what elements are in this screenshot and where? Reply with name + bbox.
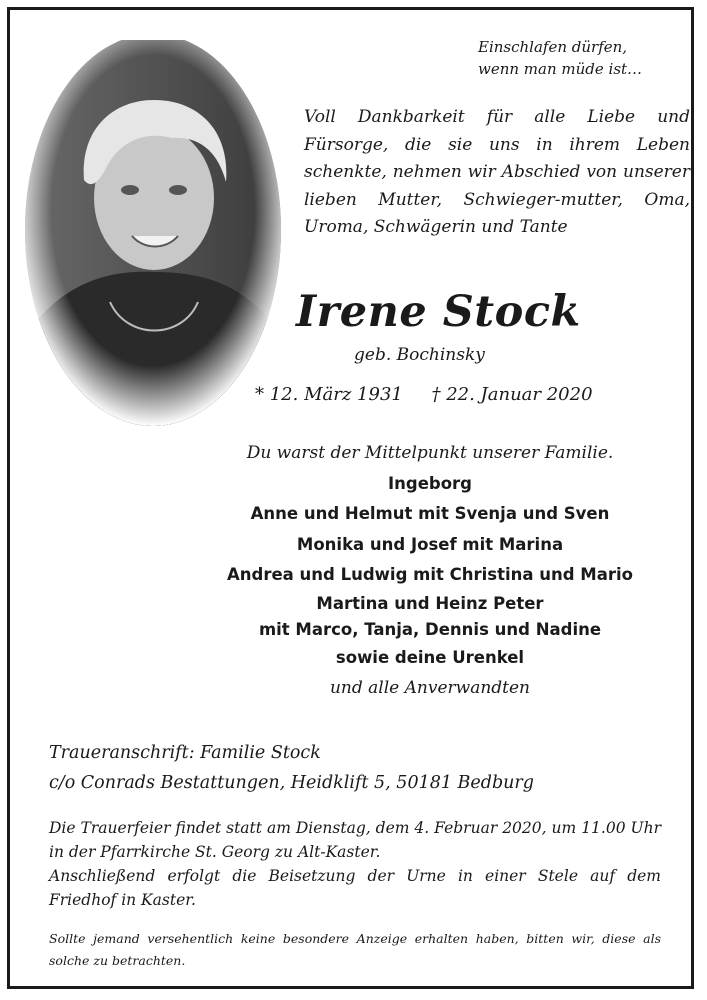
death-date: † 22. Januar 2020 — [431, 384, 593, 405]
family-member: Ingeborg — [388, 473, 472, 493]
portrait-photo — [22, 40, 284, 440]
motto-line: Einschlafen dürfen, — [478, 38, 628, 56]
family-tagline: Du warst der Mittelpunkt unserer Familie. — [246, 443, 614, 463]
address-line: c/o Conrads Bestattungen, Heidklift 5, 50181 Bedburg — [49, 773, 535, 793]
life-dates — [255, 382, 593, 408]
family-member: Anne und Helmut mit Svenja und Sven — [250, 504, 610, 523]
birth-date: * 12. März 1931 — [255, 384, 403, 405]
family-block — [160, 438, 700, 704]
deceased-name: Irene Stock — [296, 287, 581, 337]
mourning-address — [49, 738, 534, 798]
footer-note: Sollte jemand versehentlich keine besondere Anzeige erhalten haben, bitten wir, diese als solche zu betrachten. — [49, 931, 661, 968]
family-member: Andrea und Ludwig mit Christina und Mario — [227, 565, 633, 584]
family-closing: und alle Anverwandten — [329, 678, 531, 698]
maiden-name: geb. Bochinsky — [354, 345, 485, 365]
motto-line: wenn man müde ist… — [478, 60, 643, 78]
family-member: Monika und Josef mit Marina — [296, 534, 564, 554]
intro-text: Voll Dankbarkeit für alle Liebe und Fürsorge, die sie uns in ihrem Leben schenkte, nehmen wir Abschied von unserer lieben Mutter, Schwieger-mutter, Oma, Uroma, Schwägerin und Tante — [304, 107, 690, 237]
motto — [478, 36, 688, 80]
ceremony-info — [49, 816, 661, 912]
family-member: Martina und Heinz Peter — [316, 593, 544, 613]
address-line: Traueranschrift: Familie Stock — [49, 743, 321, 763]
family-member: sowie deine Urenkel — [335, 647, 525, 667]
ceremony-line: Die Trauerfeier findet statt am Dienstag, dem 4. Februar 2020, um 11.00 Uhr in der Pfarrkirche St. Georg zu Alt-Kaster. — [49, 819, 661, 861]
family-member: mit Marco, Tanja, Dennis und Nadine — [258, 619, 602, 639]
ceremony-line: Anschließend erfolgt die Beisetzung der Urne in einer Stele auf dem Friedhof in Kaster. — [49, 867, 661, 909]
